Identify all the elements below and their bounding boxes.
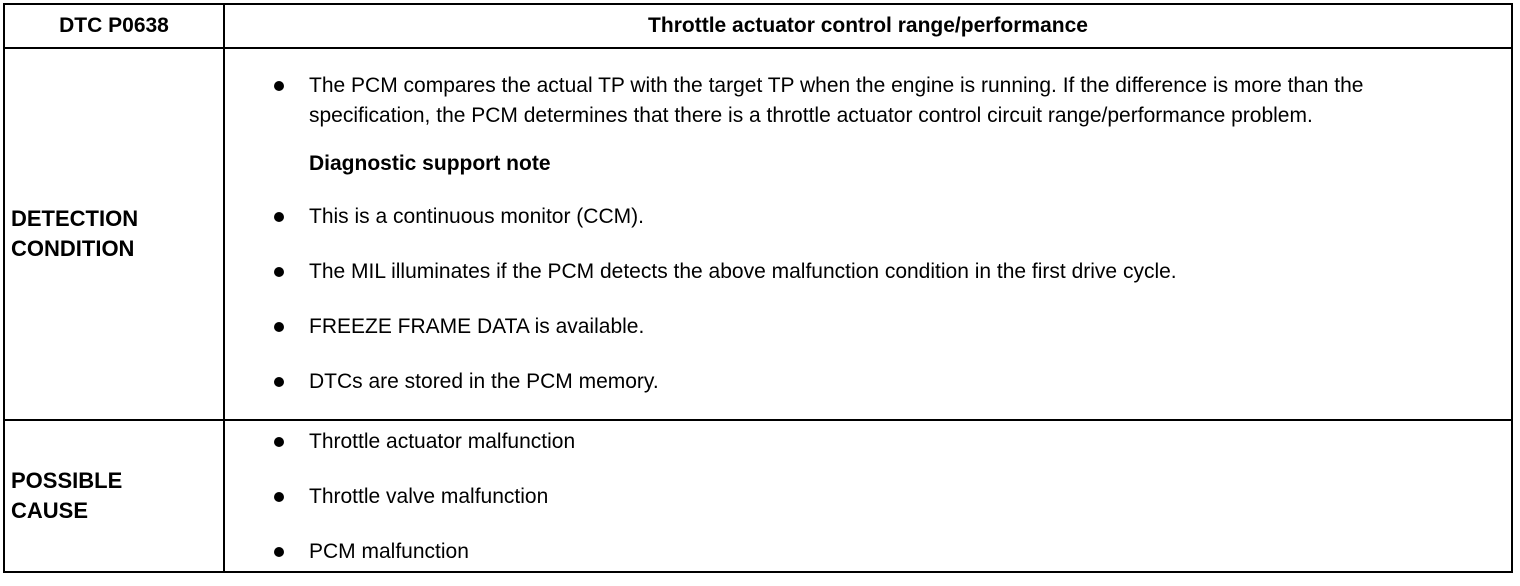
bullet-dot-icon: [274, 437, 284, 447]
cause-text: Throttle actuator malfunction: [309, 430, 576, 453]
dtc-code-cell: [4, 4, 224, 48]
detection-content-cell: [224, 48, 1512, 420]
detection-label-line2: CONDITION: [11, 236, 135, 261]
detection-row: [4, 48, 1512, 420]
bullet-dot-icon: [274, 267, 284, 277]
cause-text: Throttle valve malfunction: [309, 485, 549, 508]
header-row: [4, 4, 1512, 48]
diagnostic-note-heading: Diagnostic support note: [309, 152, 551, 175]
dtc-title: Throttle actuator control range/performance: [648, 14, 1088, 37]
cause-item: [225, 537, 1475, 567]
cause-text: PCM malfunction: [309, 540, 469, 563]
detection-label-line1: DETECTION: [11, 206, 139, 231]
note-item: [225, 367, 1475, 397]
dtc-code: DTC P0638: [59, 14, 169, 37]
note-text: DTCs are stored in the PCM memory.: [309, 370, 659, 393]
bullet-dot-icon: [274, 81, 284, 91]
possible-cause-label-cell: [4, 420, 224, 572]
detection-main-bullet: [225, 71, 1475, 131]
possible-cause-label-line2: CAUSE: [11, 498, 89, 523]
note-item: [225, 257, 1475, 287]
possible-cause-row: [4, 420, 1512, 572]
detection-label-cell: [4, 48, 224, 420]
note-text: FREEZE FRAME DATA is available.: [309, 315, 645, 338]
note-item: [225, 202, 1475, 232]
dtc-table: [3, 3, 1513, 573]
bullet-dot-icon: [274, 492, 284, 502]
possible-cause-label-line1: POSSIBLE: [11, 468, 123, 493]
bullet-dot-icon: [274, 377, 284, 387]
note-text: This is a continuous monitor (CCM).: [309, 205, 644, 228]
bullet-dot-icon: [274, 547, 284, 557]
bullet-dot-icon: [274, 322, 284, 332]
dtc-title-cell: [224, 4, 1512, 48]
detection-main-text: The PCM compares the actual TP with the target TP when the engine is running. If the difference is more than the specification, the PCM determines that there is a throttle actuator control circuit range/performance problem.: [309, 74, 1364, 127]
note-item: [225, 312, 1475, 342]
detection-content: [225, 63, 1475, 405]
possible-cause-content-cell: [224, 420, 1512, 572]
bullet-dot-icon: [274, 212, 284, 222]
possible-cause-list: [225, 425, 1475, 567]
cause-item: [225, 482, 1475, 512]
note-text: The MIL illuminates if the PCM detects the above malfunction condition in the first drive cycle.: [309, 260, 1177, 283]
cause-item: [225, 427, 1475, 457]
